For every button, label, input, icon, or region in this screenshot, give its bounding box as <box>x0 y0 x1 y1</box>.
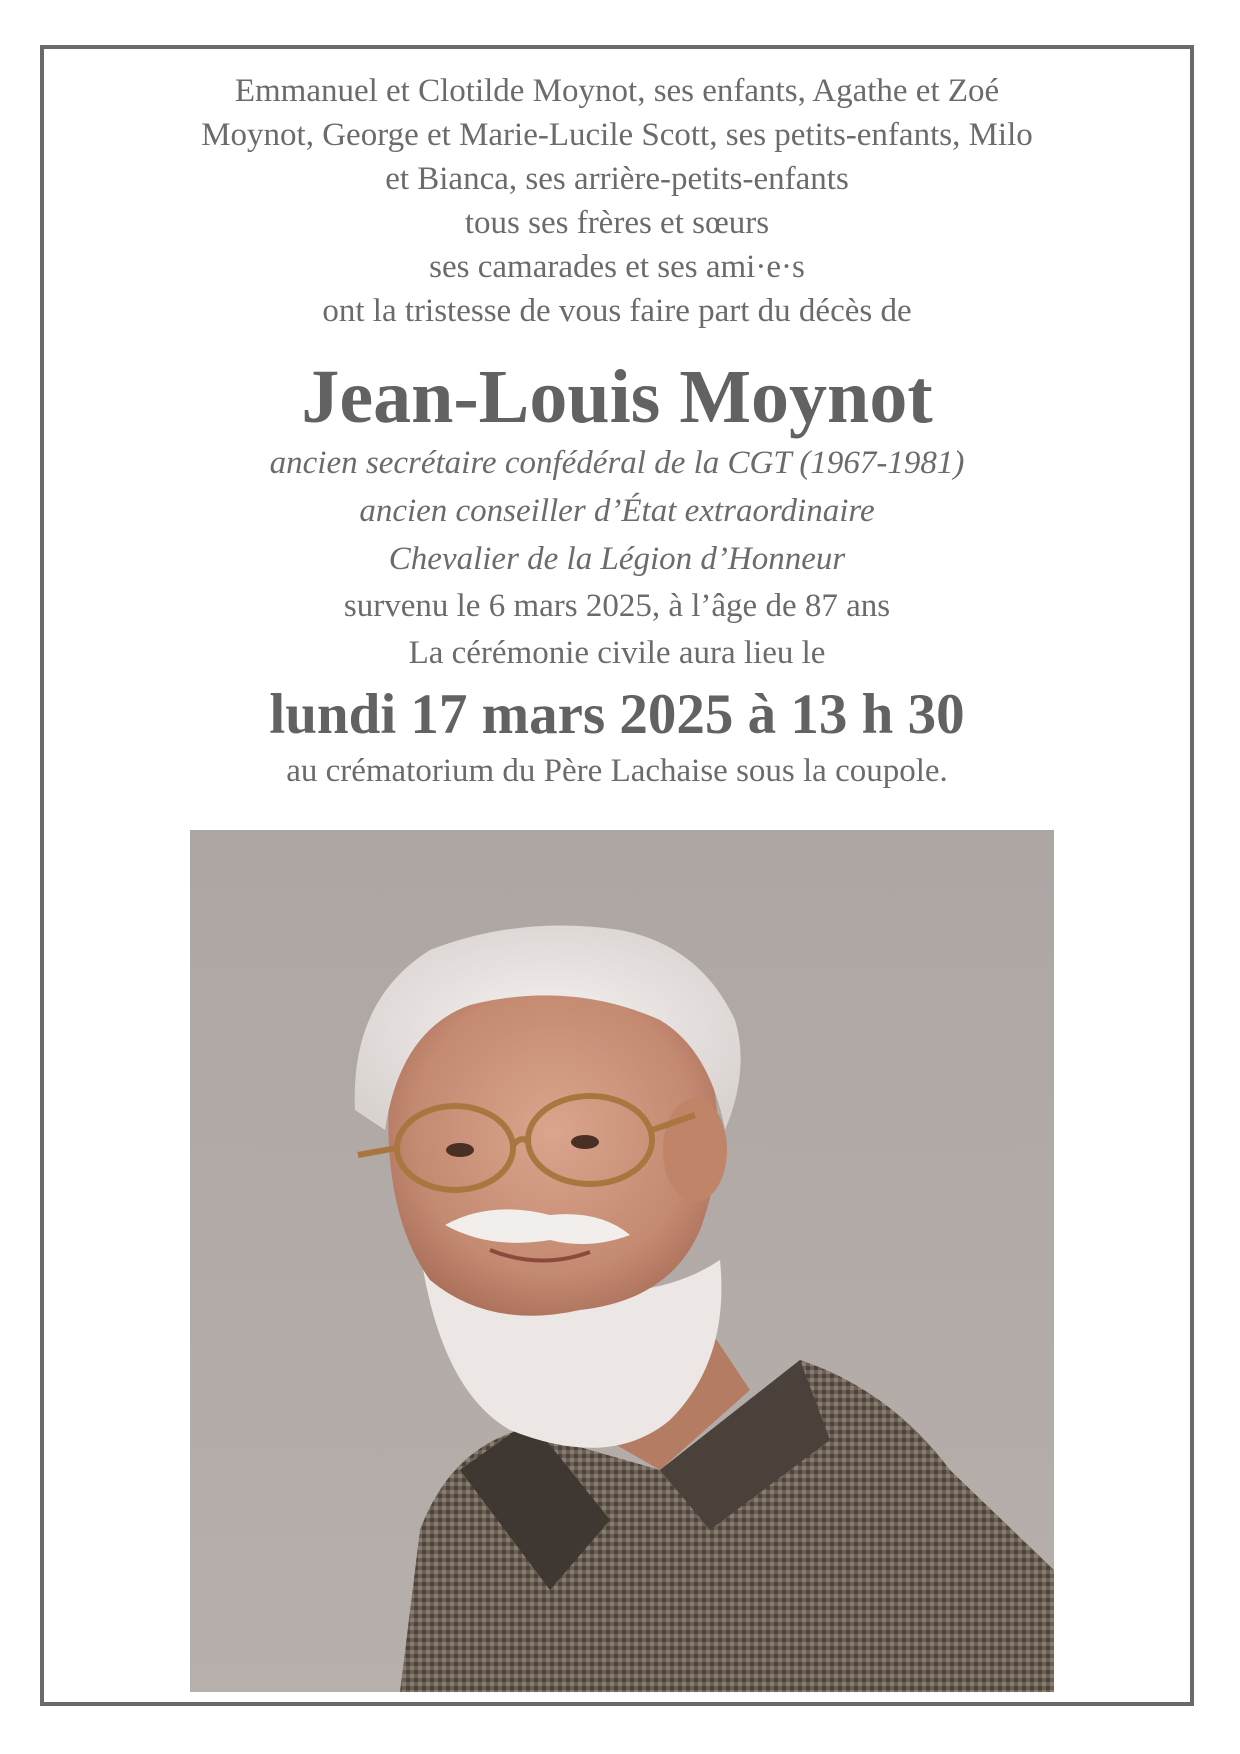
title-line: ancien secrétaire confédéral de la CGT (1967-1981) <box>269 445 965 481</box>
title-line: ancien conseiller d’État extraordinaire <box>359 493 875 529</box>
ceremony-date: lundi 17 mars 2025 à 13 h 30 <box>269 683 965 746</box>
intro-line: Emmanuel et Clotilde Moynot, ses enfants, Agathe et Zoé <box>234 73 1000 109</box>
intro-line: tous ses frères et sœurs <box>464 205 770 241</box>
portrait-photo <box>190 830 1054 1692</box>
title-line: Chevalier de la Légion d’Honneur <box>388 541 846 577</box>
intro-line: ses camarades et ses ami·e·s <box>429 249 805 285</box>
deceased-name: Jean-Louis Moynot <box>301 355 933 439</box>
ceremony-intro: La cérémonie civile aura lieu le <box>408 635 826 671</box>
intro-line: ont la tristesse de vous faire part du décès de <box>322 293 912 329</box>
death-info: survenu le 6 mars 2025, à l’âge de 87 ans <box>343 588 891 624</box>
intro-line: et Bianca, ses arrière-petits-enfants <box>385 161 849 197</box>
family-announcement <box>127 69 1107 333</box>
death-notice <box>40 45 1194 793</box>
intro-line: Moynot, George et Marie-Lucile Scott, ses petits-enfants, Milo <box>201 117 1033 153</box>
titles <box>40 439 1194 583</box>
ceremony-place: au crématorium du Père Lachaise sous la coupole. <box>286 753 948 789</box>
